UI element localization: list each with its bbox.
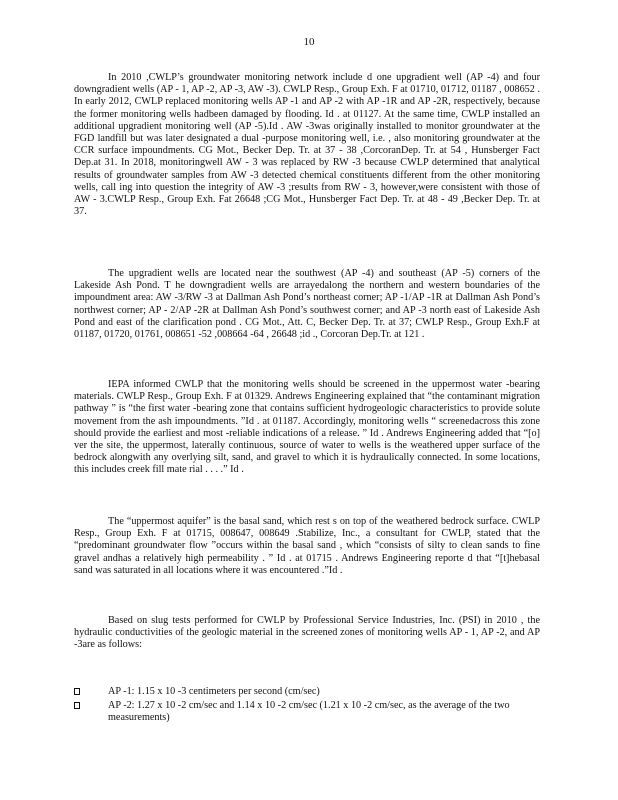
list-item-text: AP -1: 1.15 x 10 -3 centimeters per second (cm/sec) [108,686,320,697]
list-item [74,700,540,724]
paragraph-uppermost-aquifer: The “uppermost aquifer” is the basal sand, which rest s on top of the weathered bedrock surface. CWLP Resp., Group Exh. F at 01715, 008647, 008649 .Stabilize, Inc., a consultant for CWLP, stated that the “predominant groundwater flow ”occurs within the basal sand , which “consists of silty to clean sands to fine gravel andhas a relatively high permeability . ” Id . at 01715 . Andrews Engineering reporte d that “[t]hebasal sand was saturated in all locations where it was encountered .”Id . [74,516,540,576]
bullet-icon [74,688,80,695]
page-number: 10 [303,36,315,48]
list-item-text: AP -2: 1.27 x 10 -2 cm/sec and 1.14 x 10 -2 cm/sec (1.21 x 10 -2 cm/sec, as the average of the two measurements) [108,700,510,724]
paragraph-monitoring-network: In 2010 ,CWLP’s groundwater monitoring network include d one upgradient well (AP -4) and four downgradient wells (AP - 1, AP -2, AP -3, AW -3). CWLP Resp., Group Exh. F at 01710, 01712, 01187 , 008652 . In early 2012, CWLP replaced monitoring wells AP -1 and AP -2 with AP -1R and AP -2R, respectively, because the former monitoring wells hadbeen damaged by flooding. Id . at 01127. At the same time, CWLP installed an additional upgradient monitoring well (AP -5).Id . AW -3was originally installed to monitor groundwater at the FGD landfill but was later designated a dual -purpose monitoring well, i.e. , also monitoring groundwater at the CCR surface impoundments. CG Mot., Becker Dep. Tr. at 37 - 38 ,CorcoranDep. Tr. at 54 , Hunsberger Fact Dep.at 31. In 2018, monitoringwell AW - 3 was replaced by RW -3 because CWLP determined that analytical results of groundwater samples from AW -3 detected chemical constituents different from the other monitoring wells, call ing into question the integrity of AW -3 ;results from RW - 3, however,were consistent with those of AW - 3.CWLP Resp., Group Exh. Fat 26648 ;CG Mot., Hunsberger Fact Dep. Tr. at 48 - 49 ,Becker Dep. Tr. at 37. [74,72,540,218]
list-item [74,686,540,698]
paragraph-iepa-screening: IEPA informed CWLP that the monitoring wells should be screened in the uppermost water -bearing materials. CWLP Resp., Group Exh. F at 01329. Andrews Engineering explained that “the contaminant migration pathway ” is “the first water -bearing zone that contains sufficient hydrogeologic characteristics to provide solute movement from the ash impoundments. ”Id . at 01187. Accordingly, monitoring wells “ screenedacross this zone should provide the earliest and most -reliable indications of a release. ” Id . Andrews Engineering added that “[o] ver the site, the uppermost, laterally continuous, source of water to wells is the weathered upper surface of the bedrock alongwith any overlying silt, sand, and gravel to which it is hydraulically connected. In some locations, this includes creek fill mate rial . . . .” Id . [74,379,540,476]
paragraph-slug-tests: Based on slug tests performed for CWLP by Professional Service Industries, Inc. (PSI) in 2010 , the hydraulic conductivities of the geologic material in the screened zones of monitoring wells AP - 1, AP -2, and AP -3are as follows: [74,615,540,651]
conductivity-list [74,686,540,727]
paragraph-well-locations: The upgradient wells are located near the southwest (AP -4) and southeast (AP -5) corners of the Lakeside Ash Pond. T he downgradient wells are arrayedalong the northern and western boundaries of the impoundment area: AW -3/RW -3 at Dallman Ash Pond’s northeast corner; AP -1/AP -1R at Dallman Ash Pond’s northwest corner; AP - 2/AP -2R at Dallman Ash Pond’s southwest corner; and AP -3 north east of Lakeside Ash Pond and east of the clarification pond . CG Mot., Att. C, Becker Dep. Tr. at 37; CWLP Resp., Group Exh.F at 01187, 01720, 01761, 008651 -52 ,008664 -64 , 26648 ;id ., Corcoran Dep.Tr. at 121 . [74,268,540,341]
bullet-icon [74,702,80,709]
